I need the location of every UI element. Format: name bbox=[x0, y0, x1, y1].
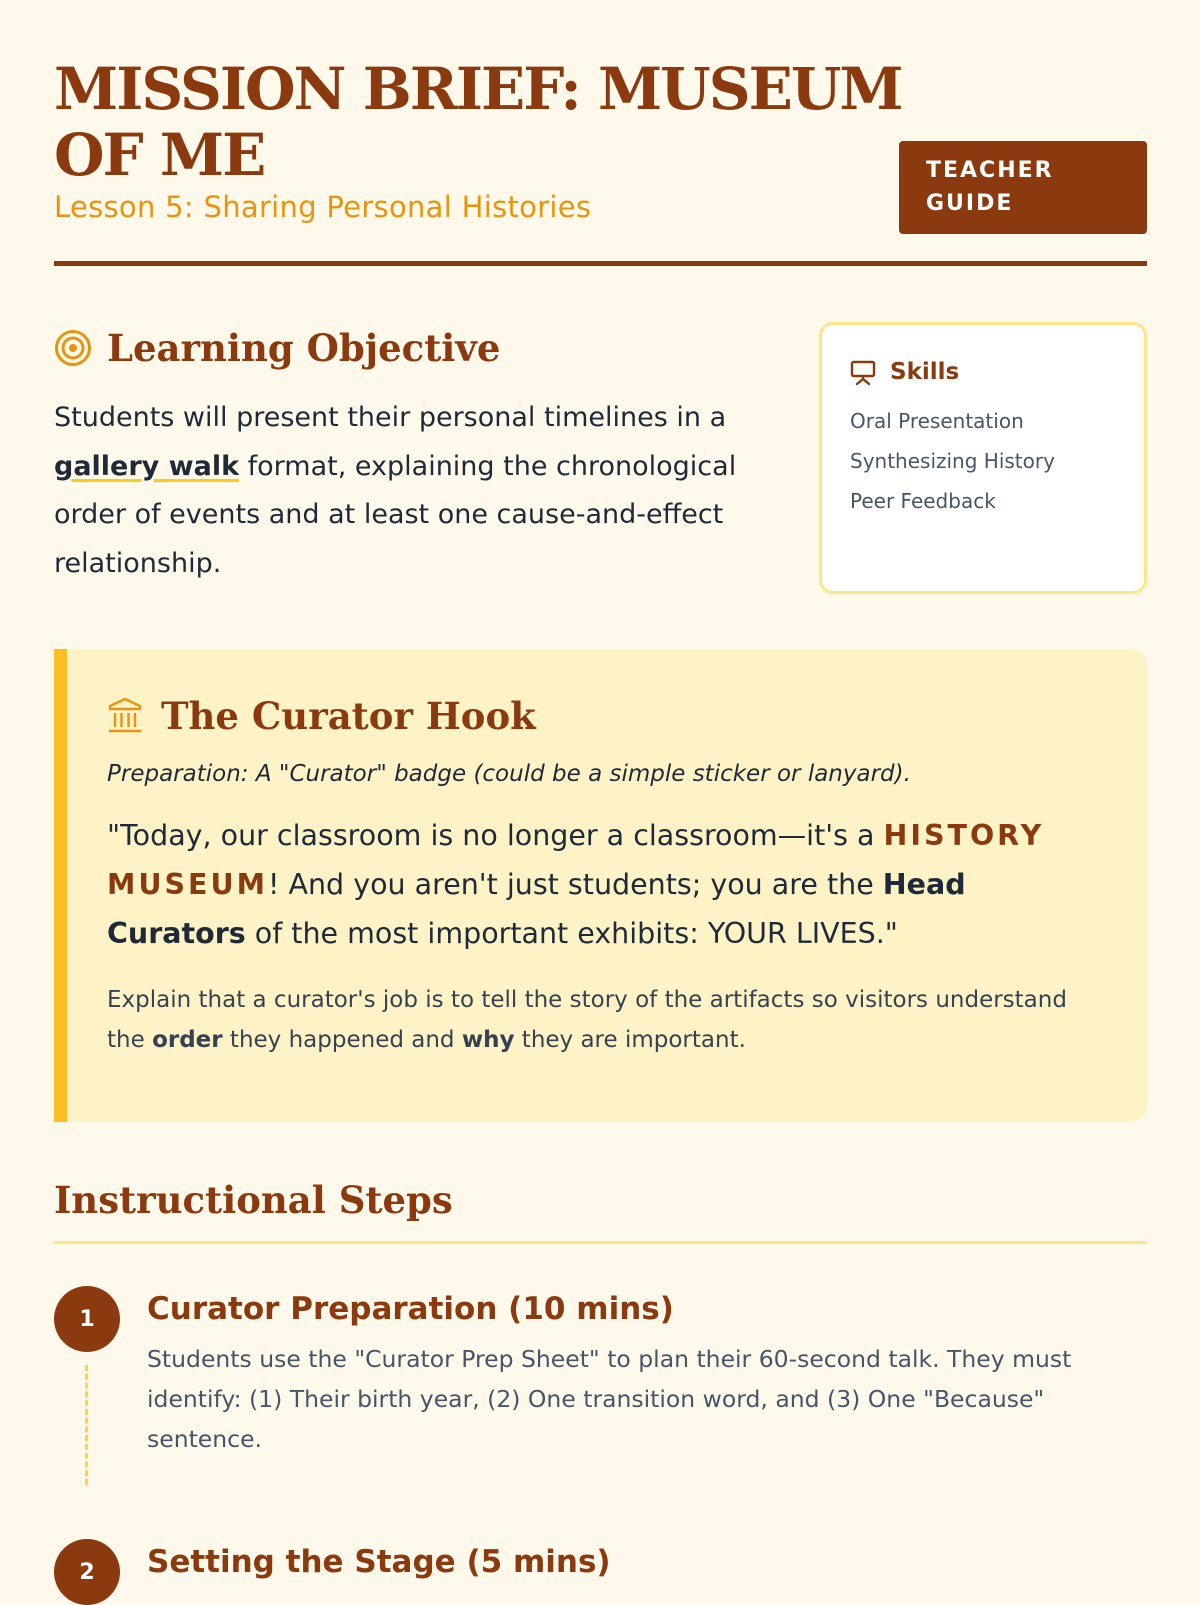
skill-item: Synthesizing History bbox=[850, 449, 1055, 473]
hook-quote bbox=[107, 811, 1107, 958]
skill-item: Peer Feedback bbox=[850, 489, 996, 513]
step-number-badge: 1 bbox=[54, 1286, 120, 1352]
steps-divider bbox=[54, 1241, 1147, 1244]
why-emphasis: why bbox=[461, 1027, 515, 1053]
quote-part-3: of the most important exhibits: YOUR LIVES." bbox=[245, 917, 898, 950]
learning-objective-section bbox=[54, 322, 754, 588]
quote-part-2: ! And you aren't just students; you are the bbox=[268, 868, 883, 901]
step-connector-line bbox=[85, 1365, 88, 1485]
curator-hook-callout bbox=[54, 649, 1147, 1122]
hook-explanation bbox=[107, 980, 1107, 1060]
page-title: MISSION BRIEF: MUSEUM OF ME bbox=[54, 55, 902, 189]
museum-icon bbox=[107, 697, 143, 735]
hook-heading-row bbox=[107, 687, 1107, 745]
step-number-badge: 2 bbox=[54, 1539, 120, 1605]
hook-preparation: Preparation: A "Curator" badge (could be a simple sticker or lanyard). bbox=[107, 761, 911, 787]
step-title: Curator Preparation (10 mins) bbox=[147, 1291, 674, 1327]
step-description: Students use the "Curator Prep Sheet" to plan their 60-second talk. They must identify: (1) Their birth year, (2) One transition word, and (3) One "Because" sentence. bbox=[147, 1345, 1072, 1453]
objective-text-start: Students will present their personal timelines in a bbox=[54, 402, 727, 433]
target-icon bbox=[54, 329, 92, 367]
objective-text bbox=[54, 394, 754, 588]
skills-heading: Skills bbox=[890, 359, 960, 385]
history-museum-emphasis: HISTORY MUSEUM bbox=[107, 819, 1045, 901]
head-curators-emphasis: Head Curators bbox=[107, 868, 966, 950]
objective-heading-row bbox=[54, 322, 754, 374]
explain-part-2: they happened and bbox=[222, 1027, 462, 1053]
header bbox=[54, 56, 1147, 266]
skills-list bbox=[850, 401, 1144, 521]
lesson-subtitle: Lesson 5: Sharing Personal Histories bbox=[54, 190, 592, 224]
teacher-guide-badge: TEACHER GUIDE bbox=[899, 141, 1147, 234]
quote-part-1: "Today, our classroom is no longer a classroom—it's a bbox=[107, 819, 884, 852]
step-title: Setting the Stage (5 mins) bbox=[147, 1544, 611, 1580]
skills-card bbox=[819, 322, 1147, 594]
presentation-board-icon bbox=[850, 359, 876, 385]
skills-heading-row bbox=[850, 355, 1144, 389]
objective-text-end: format, explaining the chronological order of events and at least one cause-and-effect relationship. bbox=[54, 450, 737, 579]
order-emphasis: order bbox=[152, 1027, 223, 1053]
hook-heading: The Curator Hook bbox=[161, 694, 536, 738]
lesson-page bbox=[54, 0, 1147, 1600]
explain-part-1: Explain that a curator's job is to tell the story of the artifacts so visitors understand the bbox=[107, 987, 1067, 1053]
header-divider bbox=[54, 261, 1147, 266]
explain-part-3: they are important. bbox=[514, 1027, 746, 1053]
gallery-walk-highlight: gallery walk bbox=[54, 450, 240, 482]
objective-heading: Learning Objective bbox=[107, 326, 501, 370]
instructional-steps-heading: Instructional Steps bbox=[54, 1178, 453, 1222]
skill-item: Oral Presentation bbox=[850, 409, 1024, 433]
